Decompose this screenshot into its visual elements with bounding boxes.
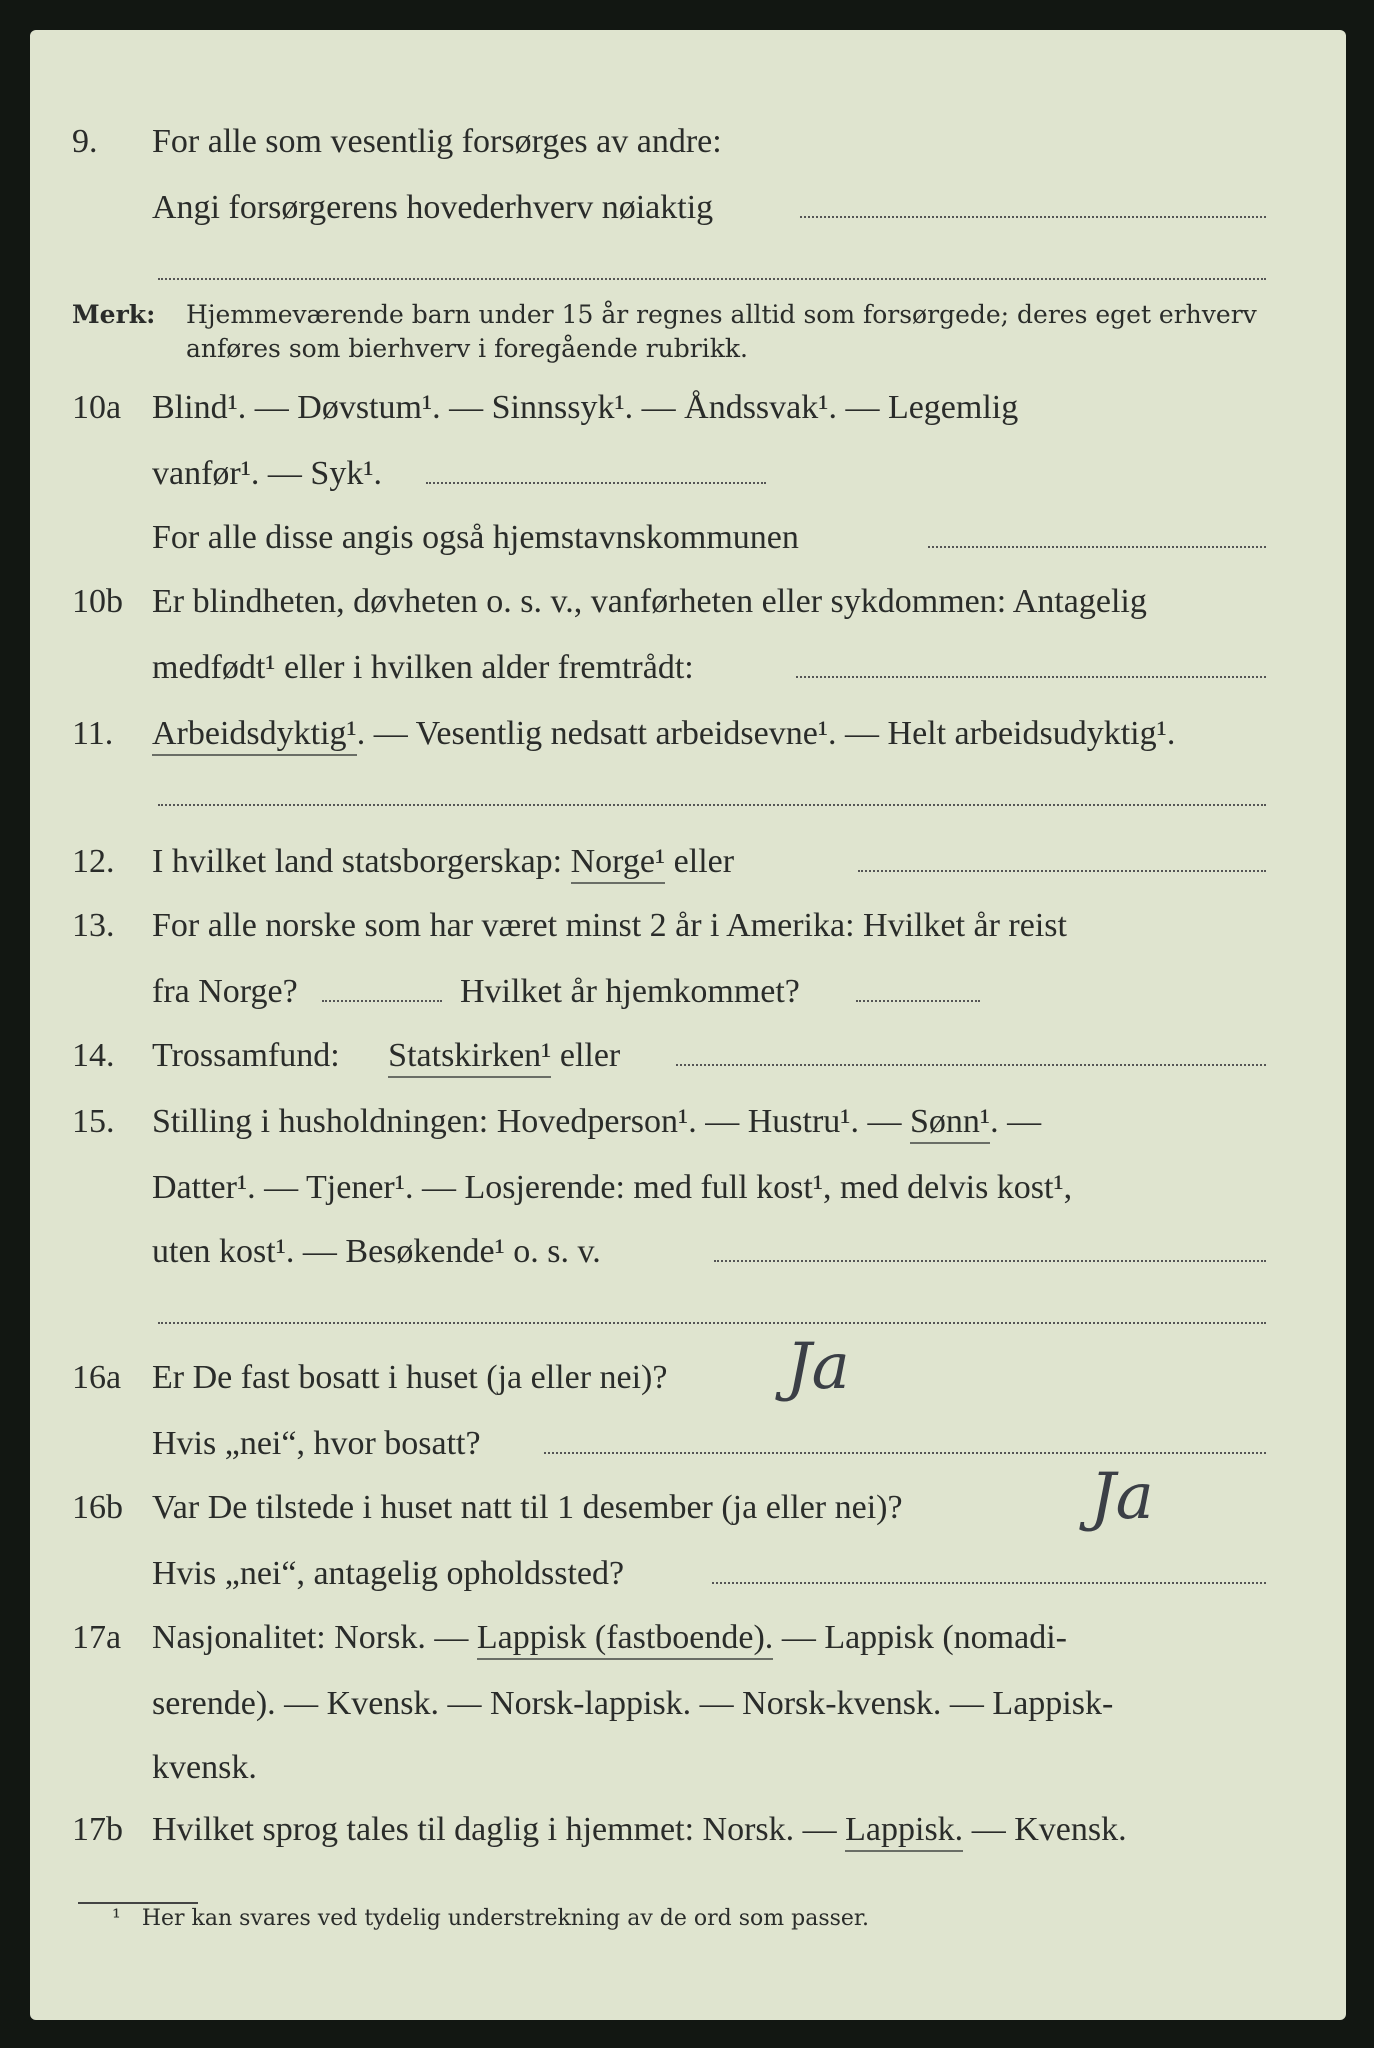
selected-option[interactable]: Norge¹ [571,843,666,884]
question-number: 9. [72,123,98,160]
selected-option[interactable]: Arbeidsdyktig¹ [152,715,357,756]
answer-line[interactable] [676,1064,1266,1066]
option-text: Nasjonalitet: Norsk. — [152,1619,469,1656]
answer-line[interactable] [712,1582,1266,1584]
question-text: Er De fast bosatt i huset (ja eller nei)? [152,1359,668,1396]
question-number: 17b [72,1811,123,1848]
option-text: . — Vesentlig nedsatt arbeidsevne¹. — Helt arbeidsudyktig¹. [356,715,1176,752]
question-number: 12. [72,843,115,880]
option-text: . — [990,1103,1042,1140]
question-number: 13. [72,907,115,944]
option-text: uten kost¹. — Besøkende¹ o. s. v. [152,1233,601,1270]
answer-line[interactable] [796,676,1266,678]
question-options [152,1808,1127,1852]
answer-line[interactable] [322,1000,442,1002]
selected-option[interactable]: Sønn¹ [910,1103,990,1144]
option-text: eller [673,843,735,880]
question-number: 16a [72,1359,122,1396]
question-text: Var De tilstede i huset natt til 1 desember (ja eller nei)? [152,1489,903,1526]
question-text: vanfør¹. — Syk¹. [152,455,383,492]
answer-line[interactable] [158,278,1266,280]
question-number: 15. [72,1103,115,1140]
question-text: medfødt¹ eller i hvilken alder fremtrådt: [152,649,694,686]
answer-line[interactable] [800,216,1266,218]
footnote [112,1906,869,1931]
answer-line[interactable] [158,804,1266,806]
question-options [152,1616,1067,1660]
selected-option[interactable]: Statskirken¹ [388,1037,551,1078]
question-options [152,840,734,884]
answer-line[interactable] [544,1452,1266,1454]
question-options [152,1034,620,1078]
handwritten-answer: Ja [786,1330,850,1404]
question-number: 16b [72,1489,123,1526]
question-text: For alle norske som har været minst 2 år i Amerika: Hvilket år reist [152,907,1067,944]
question-text: Er blindheten, døvheten o. s. v., vanførheten eller sykdommen: Antagelig [152,583,1147,620]
option-text: eller [559,1037,621,1074]
selected-option[interactable]: Lappisk. [845,1811,963,1852]
answer-line[interactable] [714,1260,1266,1262]
question-text: Hvilket år hjemkommet? [460,973,800,1010]
answer-line[interactable] [158,1322,1266,1324]
option-text: Datter¹. — Tjener¹. — Losjerende: med full kost¹, med delvis kost¹, [152,1169,1073,1206]
answer-line[interactable] [928,546,1266,548]
answer-line[interactable] [856,1000,980,1002]
selected-option[interactable]: Lappisk (fastboende). [477,1619,773,1660]
question-text: Hvis „nei“, antagelig opholdssted? [152,1555,625,1592]
question-text: Blind¹. — Døvstum¹. — Sinnssyk¹. — Åndssvak¹. — Legemlig [152,389,1019,426]
note-label: Merk: [72,300,156,329]
question-number: 10a [72,389,122,426]
question-number: 17a [72,1619,122,1656]
note-text: anføres som bierhverv i foregående rubrikk. [186,334,748,363]
question-text: Hvis „nei“, hvor bosatt? [152,1425,481,1462]
option-text: kvensk. [152,1749,257,1786]
question-text: For alle disse angis også hjemstavnskommunen [152,519,799,556]
question-number: 11. [72,715,114,752]
footnote-divider [78,1902,198,1904]
answer-line[interactable] [426,482,766,484]
footnote-text: Her kan svares ved tydelig understrekning av de ord som passer. [141,1906,870,1931]
answer-line[interactable] [858,870,1266,872]
note-text: Hjemmeværende barn under 15 år regnes alltid som forsørgede; deres eget erhverv [186,300,1257,329]
option-text: serende). — Kvensk. — Norsk-lappisk. — Norsk-kvensk. — Lappisk- [152,1685,1114,1722]
footnote-mark: ¹ [112,1906,121,1931]
question-number: 10b [72,583,123,620]
option-text: — Lappisk (nomadi- [781,1619,1067,1656]
handwritten-answer: Ja [1090,1460,1154,1534]
question-number: 14. [72,1037,115,1074]
question-text: fra Norge? [152,973,298,1010]
question-text: For alle som vesentlig forsørges av andre: [152,123,722,160]
question-options [152,1100,1041,1144]
question-text: Angi forsørgerens hovederhverv nøiaktig [152,189,714,226]
question-options [152,712,1175,756]
question-text: Trossamfund: [152,1037,340,1074]
option-text: — Kvensk. [971,1811,1127,1848]
option-text: Stilling i husholdningen: Hovedperson¹. — Hustru¹. — [152,1103,902,1140]
question-text: I hvilket land statsborgerskap: [152,843,563,880]
option-text: Hvilket sprog tales til daglig i hjemmet: Norsk. — [152,1811,837,1848]
